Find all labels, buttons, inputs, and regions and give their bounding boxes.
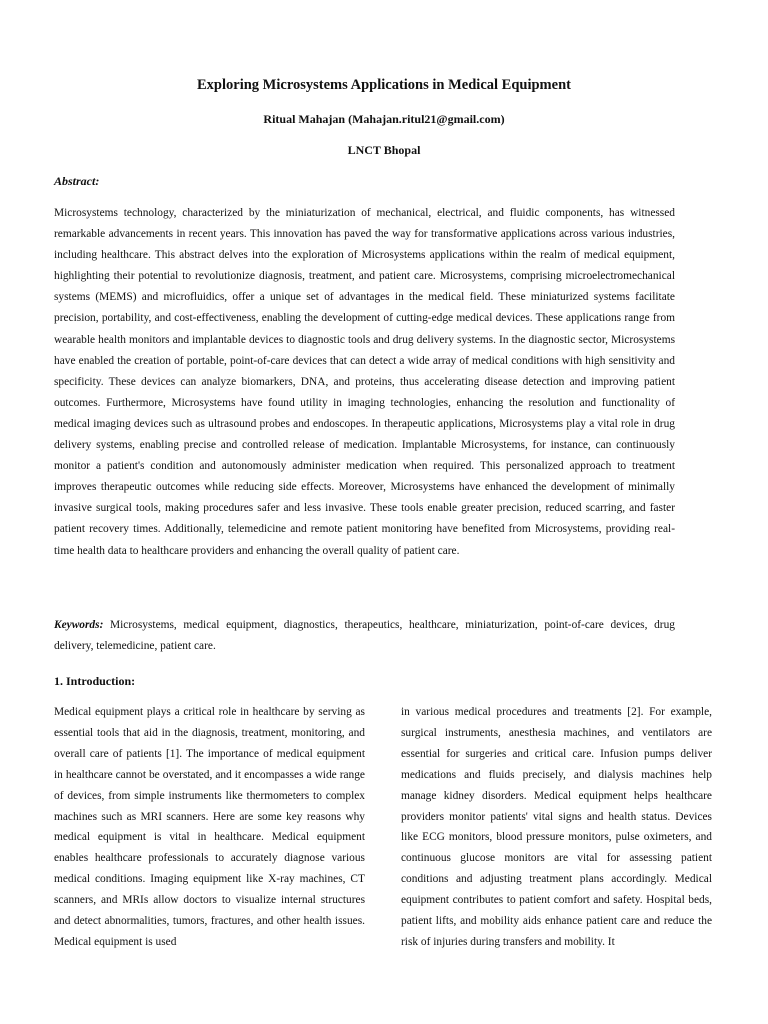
section-heading-introduction: 1. Introduction:: [54, 674, 136, 688]
author-line: Ritual Mahajan (Mahajan.ritul21@gmail.com): [263, 112, 505, 126]
keywords-label: Keywords:: [54, 619, 104, 631]
keywords-list: Microsystems, medical equipment, diagnostics, therapeutics, healthcare, miniaturization, point-of-care devices, drug delivery, telemedicine, patient care.: [54, 619, 675, 652]
paper-title: Exploring Microsystems Applications in Medical Equipment: [197, 77, 571, 93]
keywords-paragraph: [54, 615, 675, 657]
abstract-heading: Abstract:: [54, 174, 100, 188]
intro-column-right: in various medical procedures and treatments [2]. For example, surgical instruments, anesthesia machines, and ventilators are essential for surgeries and critical care. Infusion pumps deliver medications and fluids precisely, and dialysis machines help manage kidney disorders. Medical equipment helps healthcare providers monitor patients' vital signs and health status. Devices like ECG monitors, blood pressure monitors, pulse oximeters, and continuous glucose monitors are vital for assessing patient conditions and adjusting treatment plans accordingly. Medical equipment contributes to patient comfort and safety. Hospital beds, patient lifts, and mobility aids enhance patient care and reduce the risk of injuries during transfers and mobility. It: [401, 706, 712, 948]
intro-column-left: Medical equipment plays a critical role in healthcare by serving as essential tools that aid in the diagnosis, treatment, monitoring, and overall care of patients [1]. The importance of medical equipment in healthcare cannot be overstated, and it encompasses a wide range of devices, from simple instruments like thermometers to complex machines such as MRI scanners. Here are some key reasons why medical equipment is vital in healthcare. Medical equipment enables healthcare professionals to accurately diagnose various medical conditions. Imaging equipment like X-ray machines, CT scanners, and MRIs allow doctors to visualize internal structures and detect abnormalities, tumors, fractures, and other health issues. Medical equipment is used: [54, 706, 365, 948]
abstract-body: Microsystems technology, characterized by the miniaturization of mechanical, electrical, and fluidic components, has witnessed remarkable advancements in recent years. This innovation has paved the way for transformative applications across various industries, including healthcare. This abstract delves into the exploration of Microsystems applications within the realm of medical equipment, highlighting their potential to revolutionize diagnosis, treatment, and patient care. Microsystems, comprising microelectromechanical systems (MEMS) and microfluidics, offer a unique set of advantages in the medical field. These miniaturized systems facilitate precision, portability, and cost-effectiveness, enabling the development of cutting-edge medical devices. These applications range from wearable health monitors and implantable devices to diagnostic tools and drug delivery systems. In the diagnostic sector, Microsystems have enabled the creation of portable, point-of-care devices that can detect a wide array of medical conditions with high sensitivity and specificity. These devices can analyze biomarkers, DNA, and proteins, thus accelerating disease detection and improving patient outcomes. Furthermore, Microsystems have found utility in imaging technologies, enhancing the resolution and functionality of medical imaging devices such as ultrasound probes and endoscopes. In therapeutic applications, Microsystems play a vital role in drug delivery systems, enabling precise and controlled release of medication. Implantable Microsystems, for instance, can continuously monitor a patient's condition and autonomously administer medication when required. This personalized approach to treatment improves therapeutic outcomes while reducing side effects. Moreover, Microsystems have enhanced the development of minimally invasive surgical tools, making procedures safer and less invasive. These tools enable greater precision, reduced scarring, and faster patient recovery times. Additionally, telemedicine and remote patient monitoring have benefited from Microsystems, providing real-time health data to healthcare providers and enhancing the overall quality of patient care.: [54, 207, 675, 557]
affiliation: LNCT Bhopal: [347, 143, 421, 157]
